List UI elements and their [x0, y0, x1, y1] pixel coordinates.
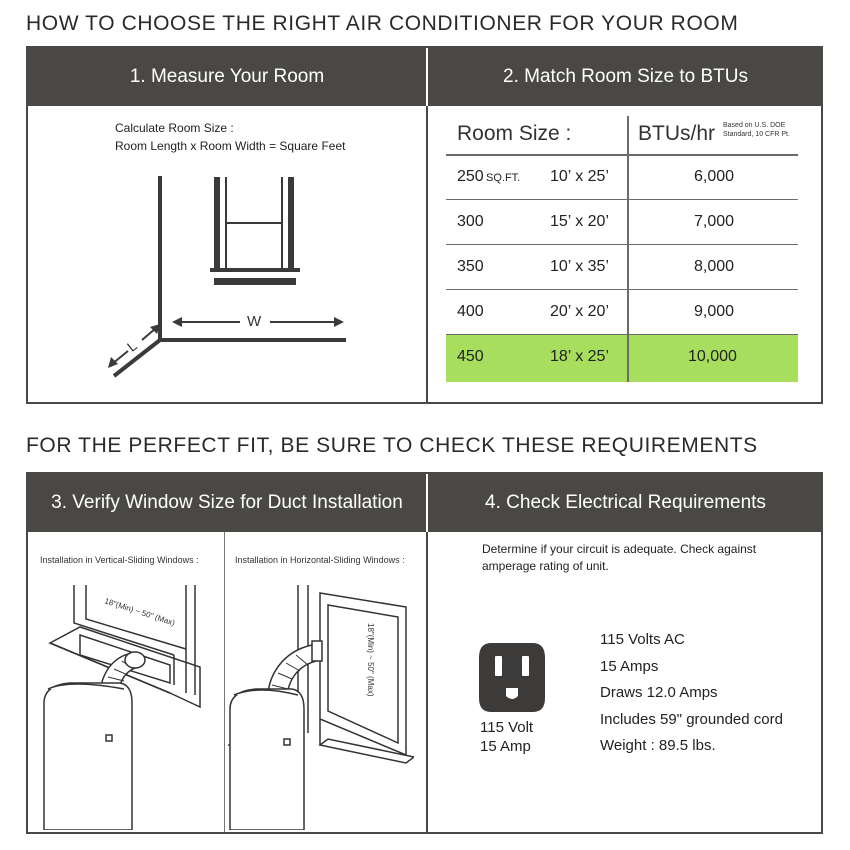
panel2-title: 2. Match Room Size to BTUs [503, 66, 748, 87]
bottom-heading: FOR THE PERFECT FIT, BE SURE TO CHECK THESE REQUIREMENTS [26, 434, 758, 457]
room-size-col-header: Room Size : [457, 122, 572, 145]
row-dims: 15’ x 20’ [550, 213, 609, 230]
width-label: W [247, 313, 262, 330]
window-divider [224, 532, 225, 832]
spec-cord: Includes 59" grounded cord [600, 711, 783, 728]
row-btu: 9,000 [694, 303, 735, 320]
panel3-title: 3. Verify Window Size for Duct Installation [51, 492, 403, 513]
spec-voltage: 115 Volts AC [600, 631, 685, 648]
room-diagram [100, 168, 360, 383]
spec-amps: 15 Amps [600, 658, 659, 675]
vertical-range-label: 18"(Min) ~ 50" (Max) [103, 596, 177, 628]
length-label: L [123, 337, 140, 355]
vertical-window-caption: Installation in Vertical-Sliding Windows : [40, 555, 199, 565]
calc-line-1: Calculate Room Size : [115, 121, 234, 135]
table-row [446, 290, 798, 335]
outlet-label-volt: 115 Volt [480, 719, 534, 736]
row-sqft: 450 [457, 348, 484, 365]
row-sqft: 250 [457, 168, 484, 185]
header-divider [426, 474, 428, 532]
btu-note-line-1: Based on U.S. DOE [723, 122, 786, 129]
panel4-title: 4. Check Electrical Requirements [485, 492, 766, 513]
row-btu: 8,000 [694, 258, 735, 275]
spec-draw: Draws 12.0 Amps [600, 684, 718, 701]
row-sqft: 300 [457, 213, 484, 230]
outlet-icon [477, 640, 547, 715]
btu-col-header: BTUs/hr [638, 122, 716, 145]
panel-divider [426, 106, 428, 402]
row-btu: 7,000 [694, 213, 735, 230]
spec-weight: Weight : 89.5 lbs. [600, 737, 716, 754]
row-sqft: 350 [457, 258, 484, 275]
horizontal-window-illustration [228, 585, 414, 830]
row-dims: 10’ x 25’ [550, 168, 609, 185]
row-btu: 10,000 [688, 348, 737, 365]
table-column-rule [627, 116, 629, 382]
row-btu: 6,000 [694, 168, 735, 185]
btu-note [723, 121, 790, 139]
top-heading: HOW TO CHOOSE THE RIGHT AIR CONDITIONER FOR YOUR ROOM [26, 12, 739, 35]
row-dims: 18’ x 25’ [550, 348, 609, 365]
vertical-window-illustration [40, 585, 216, 830]
outlet-label-amp: 15 Amp [480, 738, 531, 755]
horizontal-range-label: 18"(Min) ~ 50" (Max) [366, 623, 375, 697]
row-unit: SQ.FT. [486, 172, 521, 184]
header-divider [426, 48, 428, 106]
btu-note-line-2: Standard, 10 CFR Pt. [723, 131, 790, 138]
bottom-header-bar [28, 474, 821, 532]
row-dims: 20’ x 20’ [550, 303, 609, 320]
table-row [446, 245, 798, 290]
table-row-highlighted [446, 335, 798, 382]
calc-line-2: Room Length x Room Width = Square Feet [115, 139, 346, 153]
intro-line-1: Determine if your circuit is adequate. Check against [482, 542, 757, 556]
row-sqft: 400 [457, 303, 484, 320]
calc-text [115, 119, 345, 155]
outlet-label [480, 718, 533, 756]
panel1-title: 1. Measure Your Room [129, 66, 325, 87]
intro-line-2: amperage rating of unit. [482, 559, 609, 573]
panel-divider [426, 532, 428, 832]
table-row [446, 155, 798, 200]
top-header-bar [28, 48, 821, 106]
horizontal-window-caption: Installation in Horizontal-Sliding Windows : [235, 555, 405, 565]
row-dims: 10’ x 35’ [550, 258, 609, 275]
table-row [446, 200, 798, 245]
electrical-intro [482, 541, 756, 575]
